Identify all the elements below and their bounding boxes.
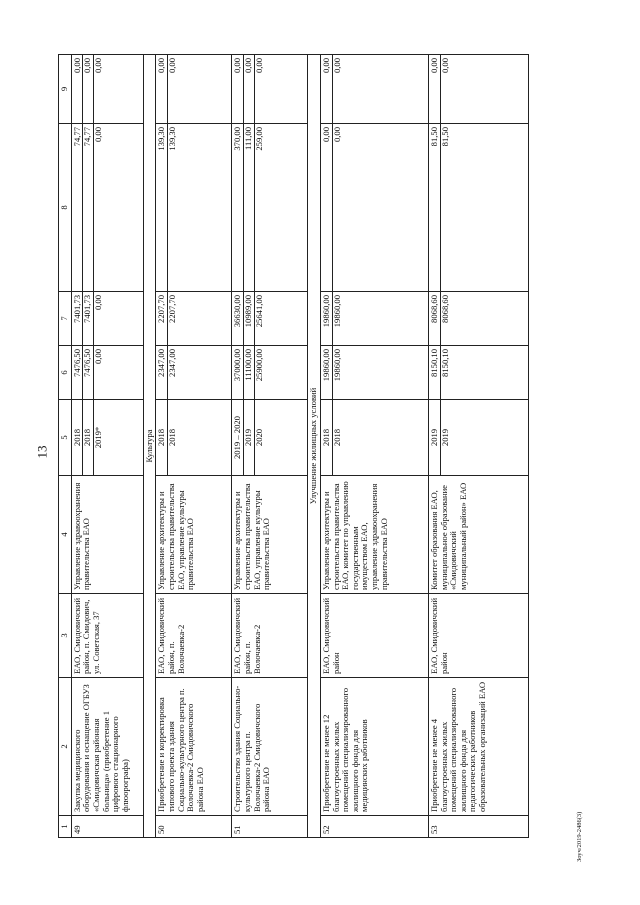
years-cell — [428, 400, 528, 476]
year: 2019 – 2020 — [233, 400, 244, 475]
value: 8150,10 — [430, 346, 441, 399]
value: 2347,00 — [157, 346, 168, 399]
year: 2020 — [253, 428, 264, 447]
value: 139,30 — [166, 127, 177, 151]
event-name: Приобретение и корректировка типового проекта здания Социально-культурного центра п. Волочаевка-2 Смидовичского района ЕАО — [156, 678, 232, 816]
col7-cell — [320, 292, 428, 346]
value: 0,00 — [92, 295, 103, 311]
value: 25900,00 — [253, 349, 264, 382]
location: ЕАО, Смидовичский район — [428, 594, 528, 678]
value: 0,00 — [331, 58, 342, 74]
section-housing: Улучшение жилищных условий — [308, 55, 321, 838]
value: 0,00 — [253, 58, 264, 74]
table-row — [71, 55, 143, 838]
event-name: Приобретение не менее 12 благоустроенных жилых помещений специализированного жилищного фонда для медицинских работников — [320, 678, 428, 816]
value: 74,77 — [83, 124, 94, 291]
value: 19860,00 — [331, 295, 342, 328]
year: 2018 — [322, 400, 333, 475]
value: 0,00 — [322, 124, 333, 291]
value: 8068,60 — [430, 292, 441, 345]
value: 111,00 — [244, 124, 255, 291]
value: 0,00 — [157, 55, 168, 123]
responsible: Управление архитектуры и строительства правительства ЕАО, управление культуры правительства ЕАО — [156, 476, 232, 594]
years-cell — [156, 400, 232, 476]
value: 0,00 — [166, 58, 177, 74]
col6-cell — [428, 346, 528, 400]
value: 81,50 — [430, 124, 441, 291]
col6-cell — [156, 346, 232, 400]
value: 0,00 — [430, 55, 441, 123]
col-header-5: 5 — [59, 400, 72, 476]
table-body — [71, 55, 528, 838]
year: 2018 — [83, 400, 94, 475]
col7-cell — [232, 292, 308, 346]
year: 2018 — [166, 428, 177, 447]
col9-cell — [71, 55, 143, 124]
value: 10989,00 — [244, 292, 255, 345]
col6-cell — [71, 346, 143, 400]
program-table — [58, 54, 529, 838]
col8-cell — [232, 124, 308, 292]
responsible: Управление здравоохранения правительства ЕАО — [71, 476, 143, 594]
row-number: 51 — [232, 816, 308, 838]
location: ЕАО, Смидовичский район, п. Смидович, ул. Советская, 37 — [71, 594, 143, 678]
col-header-7: 7 — [59, 292, 72, 346]
years-cell — [232, 400, 308, 476]
col-header-4: 4 — [59, 476, 72, 594]
year: 2019* — [92, 426, 103, 449]
value: 7476,50 — [83, 346, 94, 399]
value: 0,00 — [92, 349, 103, 365]
value: 0,00 — [233, 55, 244, 123]
col8-cell — [428, 124, 528, 292]
year: 2018 — [73, 400, 84, 475]
section-row — [143, 55, 156, 838]
value: 0,00 — [244, 55, 255, 123]
year: 2018 — [157, 400, 168, 475]
col-header-1: 1 — [59, 816, 72, 838]
value: 19860,00 — [322, 346, 333, 399]
value: 7476,50 — [73, 346, 84, 399]
year: 2019 — [439, 428, 450, 447]
value: 2207,70 — [166, 295, 177, 323]
value: 0,00 — [439, 58, 450, 74]
row-number: 49 — [71, 816, 143, 838]
col7-cell — [428, 292, 528, 346]
col8-cell — [71, 124, 143, 292]
location: ЕАО, Смидовичский район, п. Волочаевка-2 — [156, 594, 232, 678]
event-name: Закупка медицинского оборудования и оснащение ОГБУЗ «Смидовичская районная больница» (приобретение 1 цифрового стационарного флюорографа) — [71, 678, 143, 816]
section-row — [308, 55, 321, 838]
value: 259,00 — [253, 127, 264, 151]
col8-cell — [320, 124, 428, 292]
event-name: Строительство здания Социально-культурного центра п. Волочаевка-2 Смидовичского района ЕАО — [232, 678, 308, 816]
col7-cell — [71, 292, 143, 346]
years-cell — [320, 400, 428, 476]
event-name: Приобретение не менее 4 благоустроенных жилых помещений специализированного жилищного фонда для педагогических работников образовательных организаций ЕАО — [428, 678, 528, 816]
value: 74,77 — [73, 124, 84, 291]
responsible: Комитет образования ЕАО, муниципальное образование «Смидовичский муниципальный район» ЕАО — [428, 476, 528, 594]
location: ЕАО, Смидовичский район — [320, 594, 428, 678]
col7-cell — [156, 292, 232, 346]
col6-cell — [232, 346, 308, 400]
col-header-2: 2 — [59, 678, 72, 816]
value: 7401,73 — [73, 292, 84, 345]
value: 2207,70 — [157, 292, 168, 345]
col8-cell — [156, 124, 232, 292]
value: 25641,00 — [253, 295, 264, 328]
col-header-9: 9 — [59, 55, 72, 124]
rotated-table-wrapper — [58, 55, 614, 838]
value: 36630,00 — [233, 292, 244, 345]
section-culture: Культура — [143, 55, 156, 838]
row-number: 50 — [156, 816, 232, 838]
table-row — [428, 55, 528, 838]
row-number: 52 — [320, 816, 428, 838]
col9-cell — [320, 55, 428, 124]
value: 11100,00 — [244, 346, 255, 399]
value: 0,00 — [83, 55, 94, 123]
footer-code: Зоуч/2019-2486(3) — [576, 811, 583, 862]
location: ЕАО, Смидовичский район, п. Волочаевка-2 — [232, 594, 308, 678]
year: 2019 — [430, 400, 441, 475]
years-cell — [71, 400, 143, 476]
responsible: Управление архитектуры и строительства правительства ЕАО, комитет по управлению государственным имуществом ЕАО, управление здравоохранения правительства ЕАО — [320, 476, 428, 594]
table-row — [156, 55, 232, 838]
value: 7401,73 — [83, 292, 94, 345]
col6-cell — [320, 346, 428, 400]
value: 19860,00 — [331, 349, 342, 382]
value: 0,00 — [331, 127, 342, 143]
value: 8068,60 — [439, 295, 450, 323]
value: 0,00 — [92, 58, 103, 74]
table-row — [320, 55, 428, 838]
value: 8150,10 — [439, 349, 450, 377]
col9-cell — [428, 55, 528, 124]
year: 2019 — [244, 400, 255, 475]
col9-cell — [232, 55, 308, 124]
value: 0,00 — [73, 55, 84, 123]
value: 0,00 — [92, 127, 103, 143]
col-header-8: 8 — [59, 124, 72, 292]
value: 0,00 — [322, 55, 333, 123]
col-header-3: 3 — [59, 594, 72, 678]
value: 81,50 — [439, 127, 450, 147]
page-number: 13 — [34, 445, 50, 459]
value: 19860,00 — [322, 292, 333, 345]
col-header-6: 6 — [59, 346, 72, 400]
table-row — [232, 55, 308, 838]
row-number: 53 — [428, 816, 528, 838]
value: 2347,00 — [166, 349, 177, 377]
value: 37000,00 — [233, 346, 244, 399]
value: 370,00 — [233, 124, 244, 291]
col9-cell — [156, 55, 232, 124]
year: 2018 — [331, 428, 342, 447]
value: 139,30 — [157, 124, 168, 291]
header-row — [59, 55, 72, 838]
responsible: Управление архитектуры и строительства правительства ЕАО, управление культуры правительства ЕАО — [232, 476, 308, 594]
